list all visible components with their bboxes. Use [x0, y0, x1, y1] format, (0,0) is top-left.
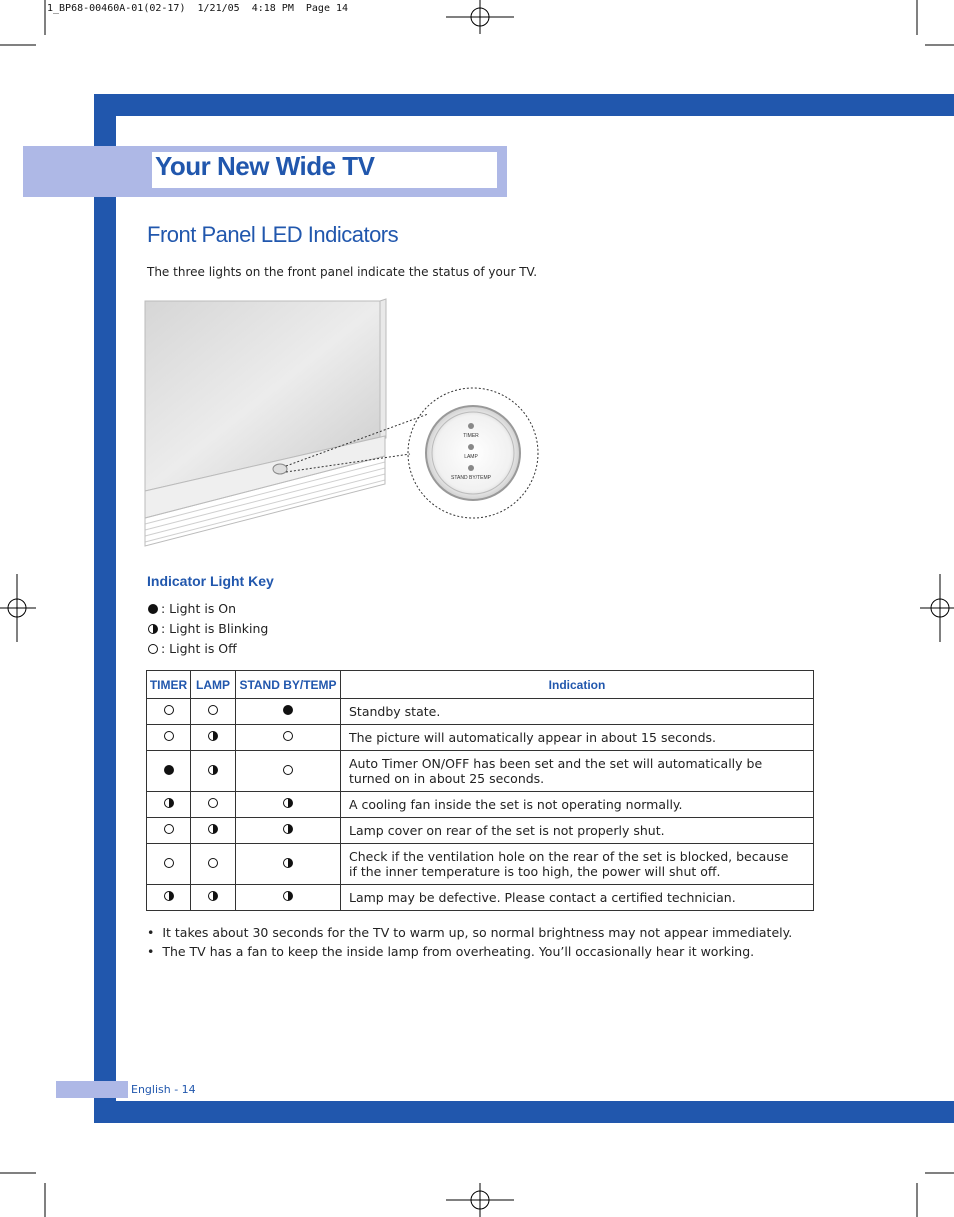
key-item-off — [147, 641, 237, 656]
intro-text: The three lights on the front panel indicate the status of your TV. — [147, 265, 538, 279]
key-title: Indicator Light Key — [147, 573, 274, 589]
page-frame-bottom — [94, 1101, 954, 1123]
light-on-icon — [147, 603, 159, 615]
header-indication: Indication — [341, 671, 814, 699]
table-row — [147, 751, 814, 792]
panel-label-lamp: LAMP — [464, 454, 478, 460]
section-title: Front Panel LED Indicators — [147, 222, 399, 247]
lamp-blink-icon — [191, 725, 236, 751]
lamp-off-icon — [191, 792, 236, 818]
page-number: English - 14 — [131, 1083, 196, 1096]
note-text: The TV has a fan to keep the inside lamp from overheating. You’ll occasionally hear it working. — [162, 944, 755, 959]
standby-blink-icon — [236, 885, 341, 911]
header-standby-temp: STAND BY/TEMP — [236, 671, 341, 699]
table-row — [147, 818, 814, 844]
table-row — [147, 844, 814, 885]
indication-text: Lamp cover on rear of the set is not properly shut. — [341, 818, 814, 844]
standby-off-icon — [236, 751, 341, 792]
lamp-blink-icon — [191, 751, 236, 792]
page-title: Your New Wide TV — [155, 151, 375, 181]
indication-text: Standby state. — [341, 699, 814, 725]
timer-blink-icon — [147, 792, 191, 818]
led-status-table — [146, 670, 814, 911]
indication-text: Check if the ventilation hole on the rear of the set is blocked, because if the inner temperature is too high, the power will shut off. — [341, 844, 814, 885]
timer-off-icon — [147, 699, 191, 725]
timer-off-icon — [147, 818, 191, 844]
header-lamp: LAMP — [191, 671, 236, 699]
key-item-on — [147, 601, 236, 616]
timer-off-icon — [147, 725, 191, 751]
light-blinking-icon — [147, 623, 159, 635]
light-off-icon — [147, 643, 159, 655]
lamp-off-icon — [191, 844, 236, 885]
table-row — [147, 725, 814, 751]
note-text: It takes about 30 seconds for the TV to warm up, so normal brightness may not appear immediately. — [162, 925, 793, 940]
note-item: • The TV has a fan to keep the inside lamp from overheating. You’ll occasionally hear it working. — [147, 944, 755, 959]
timer-off-icon — [147, 844, 191, 885]
standby-blink-icon — [236, 818, 341, 844]
print-slug: 1_BP68-00460A-01(02-17) 1/21/05 4:18 PM Page 14 — [47, 3, 349, 14]
table-row — [147, 699, 814, 725]
standby-on-icon — [236, 699, 341, 725]
table-row — [147, 885, 814, 911]
header-timer: TIMER — [147, 671, 191, 699]
indication-text: Auto Timer ON/OFF has been set and the set will automatically be turned on in about 25 seconds. — [341, 751, 814, 792]
notes-list — [147, 925, 792, 963]
footer-tab — [56, 1081, 128, 1098]
lamp-off-icon — [191, 699, 236, 725]
indication-text: A cooling fan inside the set is not operating normally. — [341, 792, 814, 818]
standby-off-icon — [236, 725, 341, 751]
key-label: : Light is Off — [161, 641, 237, 656]
timer-blink-icon — [147, 885, 191, 911]
table-row — [147, 792, 814, 818]
note-item: • It takes about 30 seconds for the TV to warm up, so normal brightness may not appear immediately. — [147, 925, 793, 940]
tv-front-panel-illustration — [140, 296, 560, 551]
panel-label-standby: STAND BY/TEMP — [451, 475, 491, 481]
page-frame-left — [94, 94, 116, 1123]
panel-label-timer: TIMER — [463, 433, 479, 439]
key-label: : Light is Blinking — [161, 621, 269, 636]
standby-blink-icon — [236, 844, 341, 885]
timer-on-icon — [147, 751, 191, 792]
key-item-blink — [147, 621, 268, 636]
indication-text: The picture will automatically appear in about 15 seconds. — [341, 725, 814, 751]
standby-blink-icon — [236, 792, 341, 818]
indication-text: Lamp may be defective. Please contact a certified technician. — [341, 885, 814, 911]
page-frame-top — [94, 94, 954, 116]
key-label: : Light is On — [161, 601, 237, 616]
lamp-blink-icon — [191, 818, 236, 844]
lamp-blink-icon — [191, 885, 236, 911]
